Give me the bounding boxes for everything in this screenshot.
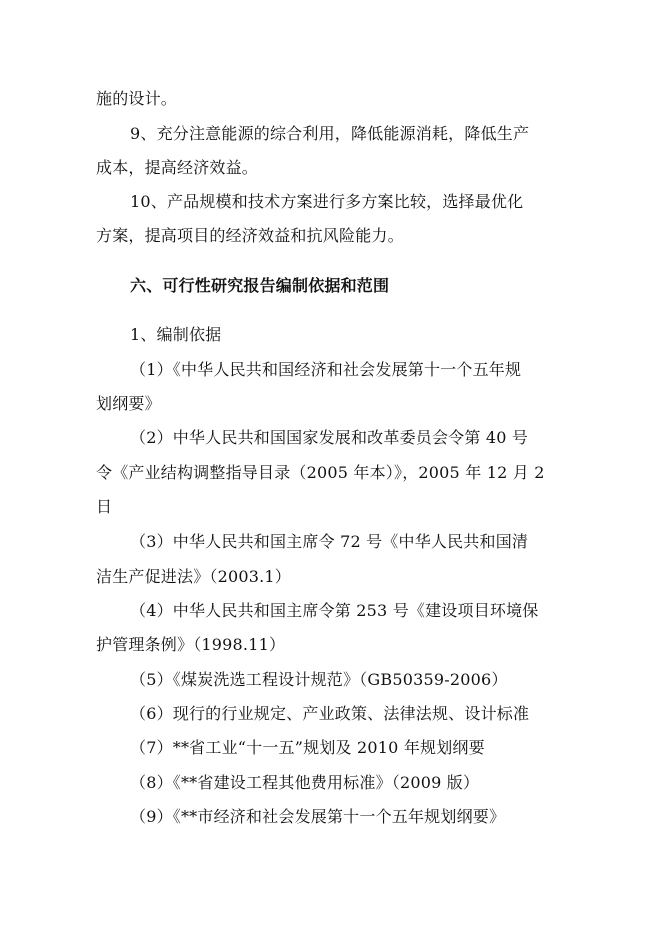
basis-item-1-cont: 划纲要》 (96, 394, 161, 413)
basis-item-4: （4）中华人民共和国主席令第 253 号《建设项目环境保 (130, 601, 539, 620)
basis-item-1: （1）《中华人民共和国经济和社会发展第十一个五年规 (130, 360, 522, 379)
section-heading: 六、可行性研究报告编制依据和范围 (130, 276, 390, 295)
subsection-heading: 1、编制依据 (130, 325, 222, 344)
text-line-item-10: 10、产品规模和技术方案进行多方案比较，选择最优化 (130, 192, 524, 211)
basis-item-3: （3）中华人民共和国主席令 72 号《中华人民共和国清 (130, 532, 529, 551)
basis-item-5: （5）《煤炭洗选工程设计规范》（GB50359-2006） (130, 670, 508, 689)
text-line-continuation: 施的设计。 (96, 89, 178, 108)
basis-item-7: （7）**省工业“十一五”规划及 2010 年规划纲要 (130, 738, 485, 757)
text-line-item-9-cont: 成本，提高经济效益。 (96, 158, 259, 177)
basis-item-8: （8）《**省建设工程其他费用标准》（2009 版） (130, 773, 480, 792)
basis-item-3-cont: 洁生产促进法》（2003.1） (96, 567, 291, 586)
basis-item-4-cont: 护管理条例》（1998.11） (96, 635, 286, 654)
basis-item-2: （2）中华人民共和国国家发展和改革委员会令第 40 号 (130, 428, 529, 447)
text-line-item-10-cont: 方案，提高项目的经济效益和抗风险能力。 (96, 226, 404, 245)
basis-item-2-cont-2: 日 (96, 497, 113, 516)
basis-item-2-cont: 令《产业结构调整指导目录（2005 年本）》，2005 年 12 月 2 (96, 463, 545, 482)
text-line-item-9: 9、充分注意能源的综合利用，降低能源消耗，降低生产 (130, 124, 530, 143)
basis-item-6: （6）现行的行业规定、产业政策、法律法规、设计标准 (130, 704, 530, 723)
basis-item-9: （9）《**市经济和社会发展第十一个五年规划纲要》 (130, 807, 506, 826)
